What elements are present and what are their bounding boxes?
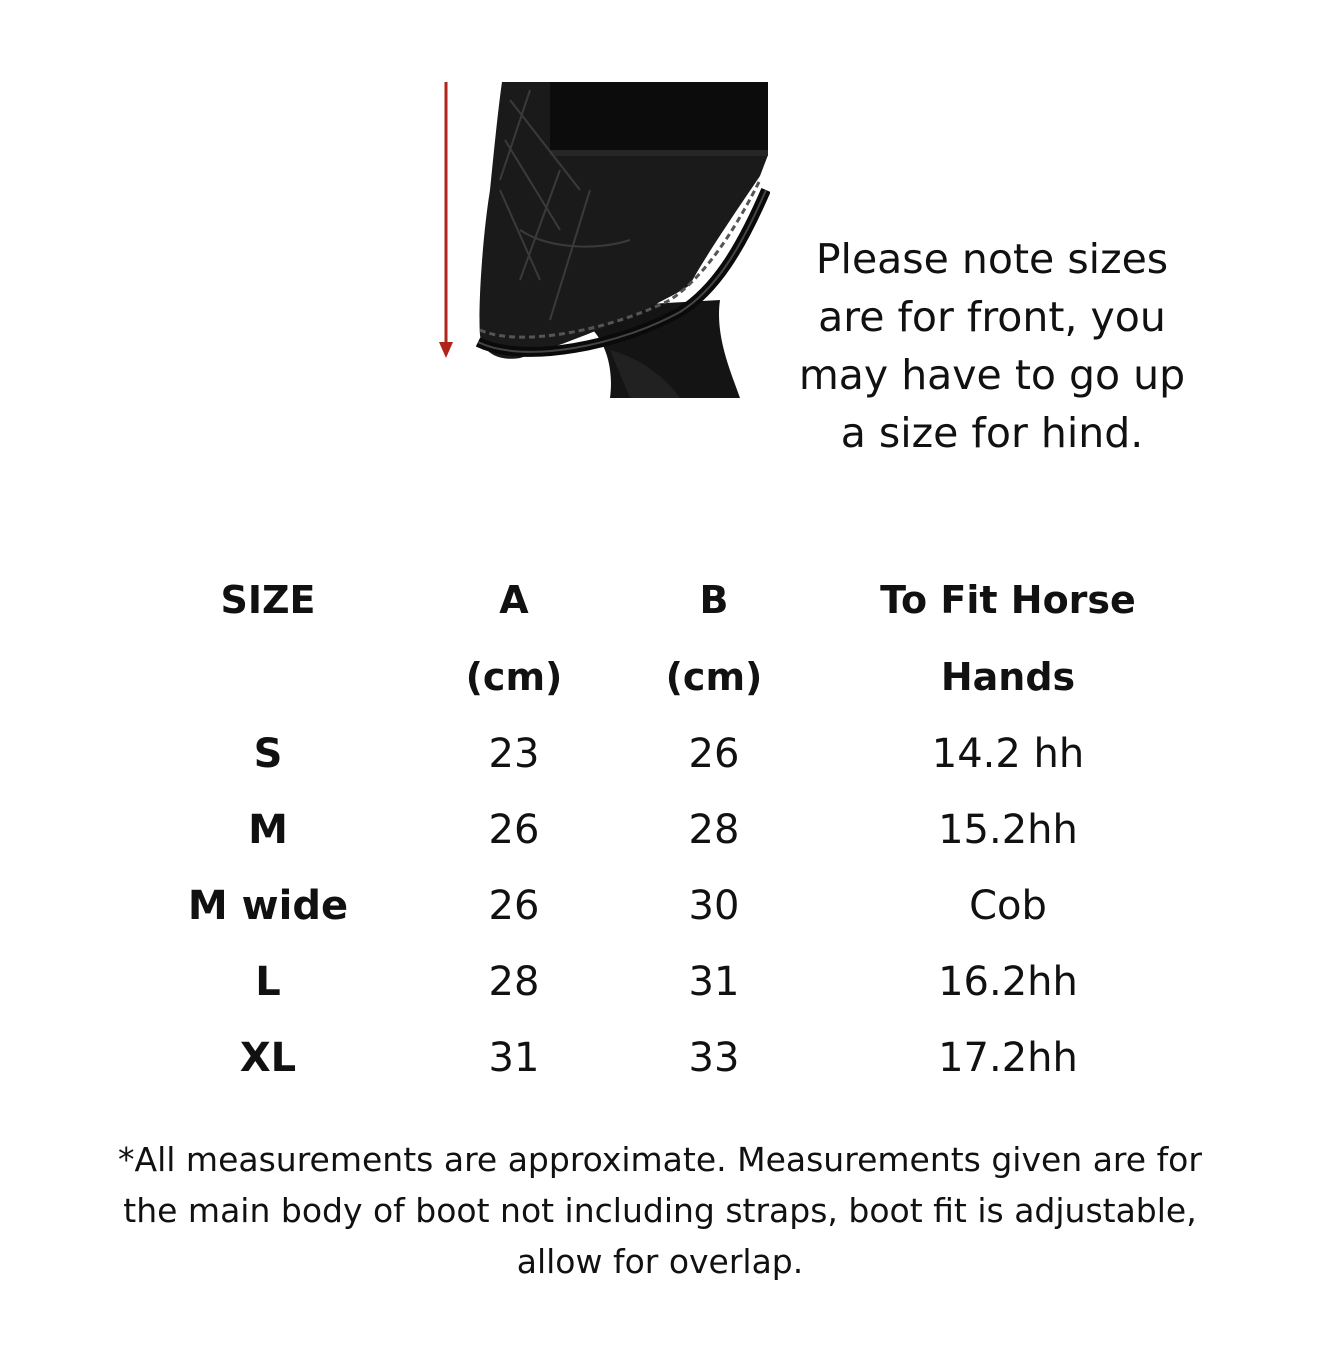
fit-cell: 14.2 hh [931,731,1085,777]
header-fit: To Fit Horse [880,578,1136,622]
size-note-line: may have to go up [798,351,1186,399]
header-fit-unit: Hands [940,655,1076,699]
b-cell: 30 [688,883,740,929]
header-a: A [499,578,529,622]
b-cell: 33 [688,1035,740,1081]
header-size: SIZE [220,578,316,622]
measurement-arrow-icon [439,82,453,358]
size-cell: S [253,731,283,777]
header-b: B [699,578,729,622]
footnote-line: allow for overlap. [516,1242,804,1281]
fit-cell: 17.2hh [938,1035,1078,1081]
boot-photo [430,80,770,398]
a-cell: 28 [488,959,540,1005]
size-chart-table [140,562,1220,1096]
size-note-line: a size for hind. [840,409,1144,457]
table-header-row-units [140,639,1220,716]
footnote-line: the main body of boot not including straps, boot fit is adjustable, [123,1191,1197,1230]
table-header-row [140,562,1220,639]
size-cell: L [255,959,281,1005]
size-cell: XL [239,1035,297,1081]
fit-cell: 16.2hh [938,959,1078,1005]
fit-cell: Cob [969,883,1047,929]
table-row [140,716,1220,792]
b-cell: 26 [688,731,740,777]
size-note-line: Please note sizes [815,235,1169,283]
table-row [140,792,1220,868]
b-cell: 31 [688,959,740,1005]
size-cell: M wide [187,883,349,929]
table-row [140,944,1220,1020]
size-cell: M [248,807,288,853]
a-cell: 23 [488,731,540,777]
table-row [140,868,1220,944]
header-a-unit: (cm) [465,655,563,699]
a-cell: 31 [488,1035,540,1081]
size-note-line: are for front, you [818,293,1166,341]
header-size-sub [140,639,396,716]
a-cell: 26 [488,807,540,853]
footnote-line: *All measurements are approximate. Measurements given are for [118,1140,1202,1179]
fit-cell: 15.2hh [938,807,1078,853]
a-cell: 26 [488,883,540,929]
table-row [140,1020,1220,1096]
measurement-footnote [80,1134,1240,1287]
size-note [792,230,1192,462]
header-b-unit: (cm) [665,655,763,699]
b-cell: 28 [688,807,740,853]
